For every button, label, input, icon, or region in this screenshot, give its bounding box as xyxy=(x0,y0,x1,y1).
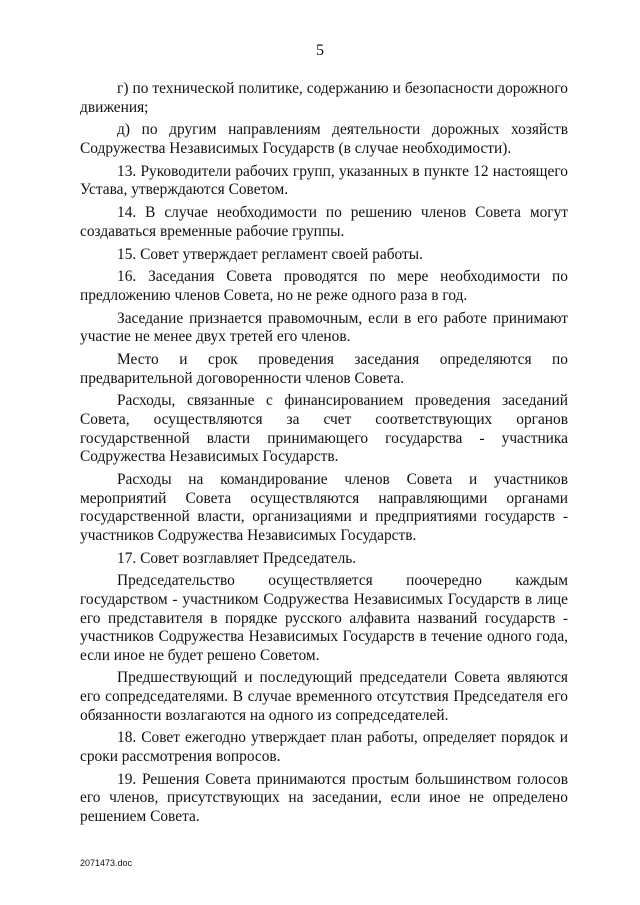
paragraph-13: 13. Руководители рабочих групп, указанных в пункте 12 настоящего Устава, утверждаются Советом. xyxy=(80,162,568,199)
paragraph-18: 18. Совет ежегодно утверждает план работы, определяет порядок и сроки рассмотрения вопросов. xyxy=(80,729,568,766)
paragraph-16-quorum: Заседание признается правомочным, если в его работе принимают участие не менее двух третей его членов. xyxy=(80,309,568,346)
paragraph-d: д) по другим направлениям деятельности дорожных хозяйств Содружества Независимых Государств (в случае необходимости). xyxy=(80,121,568,157)
paragraph-17: 17. Совет возглавляет Председатель. xyxy=(117,549,357,567)
paragraph-16-travel: Расходы на командирование членов Совета и участников мероприятий Совета осуществляются направляющими органами государственной власти, организациями и предприятиями государств - участников Содружества Независимых Государств. xyxy=(80,470,568,544)
paragraph-14: 14. В случае необходимости по решению членов Совета могут создаваться временные рабочие группы. xyxy=(80,204,568,240)
paragraph-g: г) по технической политике, содержанию и безопасности дорожного движения; xyxy=(80,80,568,116)
paragraph-17-chairmanship: Председательство осуществляется поочередно каждым государством - участником Содружества Независимых Государств в лице его представителя в порядке русского алфавита названий государств - участников Содружества Независимых Государств в течение одного года, если иное не будет решено Советом. xyxy=(80,572,568,664)
paragraph-19: 19. Решения Совета принимаются простым большинством голосов его членов, присутствующих на заседании, если иное не определено решением Совета. xyxy=(80,770,568,825)
page-number: 5 xyxy=(316,42,324,59)
paragraph-17-cochairs: Предшествующий и последующий председатели Совета являются его сопредседателями. В случае временного отсутствия Председателя его обязанности возлагаются на одного из сопредседателей. xyxy=(80,669,568,724)
paragraph-16: 16. Заседания Совета проводятся по мере необходимости по предложению членов Совета, но не реже одного раза в год. xyxy=(80,268,568,304)
paragraph-16-place: Место и срок проведения заседания определяются по предварительной договоренности членов Совета. xyxy=(80,351,568,387)
document-body xyxy=(80,80,568,831)
paragraph-15: 15. Совет утверждает регламент своей работы. xyxy=(117,245,423,263)
footer-filename: 2071473.doc xyxy=(80,858,133,868)
paragraph-16-expenses: Расходы, связанные с финансированием проведения заседаний Совета, осуществляются за счет соответствующих органов государственной власти принимающего государства - участника Содружества Независимых Государств. xyxy=(80,392,568,466)
